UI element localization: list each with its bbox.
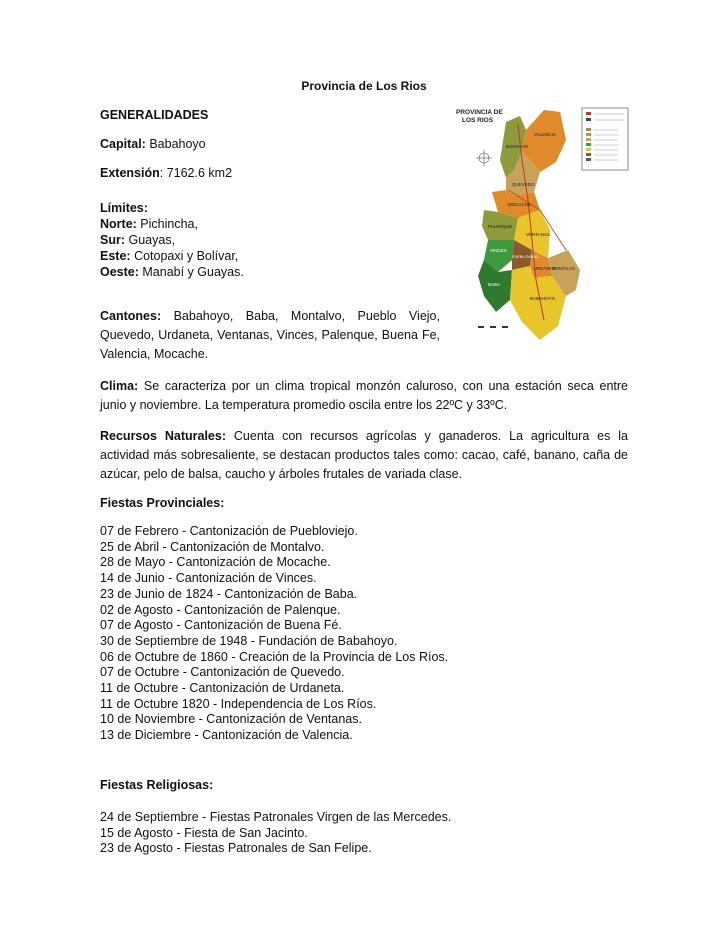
map-legend [582, 108, 628, 170]
map-title-1: PROVINCIA DE [456, 109, 503, 116]
list-item: 11 de Octubre 1820 - Independencia de Los Ríos. [100, 696, 377, 711]
list-item: 13 de Diciembre - Cantonización de Valencia. [100, 728, 353, 743]
svg-text:BABA: BABA [488, 282, 501, 287]
list-item: 25 de Abril - Cantonización de Montalvo. [100, 539, 325, 554]
svg-text:VALENCIA: VALENCIA [534, 132, 556, 137]
list-item: 10 de Noviembre - Cantonización de Ventanas. [100, 712, 362, 727]
cantones-paragraph [100, 307, 440, 364]
limite-norte: Norte: Pichincha, [100, 217, 198, 231]
svg-text:MONTALVO: MONTALVO [552, 266, 575, 271]
capital-line [100, 137, 206, 151]
svg-text:VENTANAS: VENTANAS [526, 232, 550, 237]
limites-label: Límites: [100, 201, 148, 215]
svg-text:BUENA FE: BUENA FE [506, 144, 529, 149]
clima-paragraph [100, 377, 628, 415]
svg-text:URDANETA: URDANETA [534, 266, 557, 271]
recursos-label: Recursos Naturales: [100, 429, 226, 443]
list-item: 07 de Febrero - Cantonización de Puebloviejo. [100, 524, 358, 538]
cantones-label: Cantones: [100, 309, 162, 323]
list-item: 02 de Agosto - Cantonización de Palenque. [100, 602, 341, 617]
list-item: 07 de Agosto - Cantonización de Buena Fé. [100, 618, 342, 633]
section-heading: GENERALIDADES [100, 108, 209, 122]
list-item: 06 de Octubre de 1860 - Creación de la Provincia de Los Ríos. [100, 649, 449, 664]
fiestas-religiosas-list [100, 810, 451, 857]
svg-text:PUEBLOVIEJO: PUEBLOVIEJO [512, 255, 539, 259]
scale-bar [478, 326, 508, 328]
list-item: 07 de Octubre - Cantonización de Quevedo. [100, 665, 345, 680]
svg-text:VINCES: VINCES [490, 248, 507, 253]
extension-label: Extensión [100, 166, 160, 180]
list-item: 11 de Octubre - Cantonización de Urdaneta. [100, 681, 345, 696]
clima-label: Clima: [100, 379, 139, 393]
list-item: 23 de Agosto - Fiestas Patronales de San Felipe. [100, 841, 372, 856]
svg-text:PALENQUE: PALENQUE [488, 224, 513, 229]
list-item: 28 de Mayo - Cantonización de Mocache. [100, 555, 331, 570]
extension-value: : 7162.6 km2 [159, 166, 233, 180]
list-item: 24 de Septiembre - Fiestas Patronales Virgen de las Mercedes. [100, 810, 452, 824]
limites-block [100, 200, 244, 280]
extension-line [100, 166, 232, 180]
recursos-paragraph [100, 427, 628, 484]
limite-sur: Sur: Guayas, [100, 233, 176, 247]
map-title-2: LOS RIOS [462, 117, 494, 124]
list-item: 14 de Junio - Cantonización de Vinces. [100, 571, 317, 586]
limite-oeste: Oeste: Manabí y Guayas. [100, 265, 244, 279]
list-item: 23 de Junio de 1824 - Cantonización de Baba. [100, 586, 358, 601]
fiestas-provinciales-label: Fiestas Provinciales: [100, 496, 225, 510]
fiestas-religiosas-label: Fiestas Religiosas: [100, 778, 214, 792]
cantones-value: Babahoyo, Baba, Montalvo, Pueblo Viejo, Quevedo, Urdaneta, Ventanas, Vinces, Palenque, Buena Fe, Valencia, Mocache. [100, 309, 440, 361]
fiestas-provinciales-list [100, 524, 448, 744]
capital-label: Capital: [100, 137, 146, 151]
svg-text:BABAHOYO: BABAHOYO [530, 296, 556, 301]
page-title: Provincia de Los Rios [301, 79, 427, 93]
list-item: 30 de Septiembre de 1948 - Fundación de Babahoyo. [100, 633, 398, 648]
limite-este: Este: Cotopaxi y Bolívar, [100, 249, 239, 263]
clima-value: Se caracteriza por un clima tropical monzón caluroso, con una estación seca entre junio y noviembre. La temperatura promedio oscila entre los 22ºC y 33ºC. [100, 379, 628, 412]
list-item: 15 de Agosto - Fiesta de San Jacinto. [100, 825, 308, 840]
svg-text:MOCACHE: MOCACHE [508, 202, 532, 207]
svg-text:QUEVEDO: QUEVEDO [512, 182, 535, 187]
province-map [448, 100, 633, 345]
recursos-value: Cuenta con recursos agrícolas y ganaderos. La agricultura es la actividad más sobresaliente, se destacan productos tales como: cacao, café, banano, caña de azúcar, pelo de balsa, caucho y árboles frutales de variada clase. [100, 429, 628, 481]
capital-value: Babahoyo [149, 137, 206, 151]
